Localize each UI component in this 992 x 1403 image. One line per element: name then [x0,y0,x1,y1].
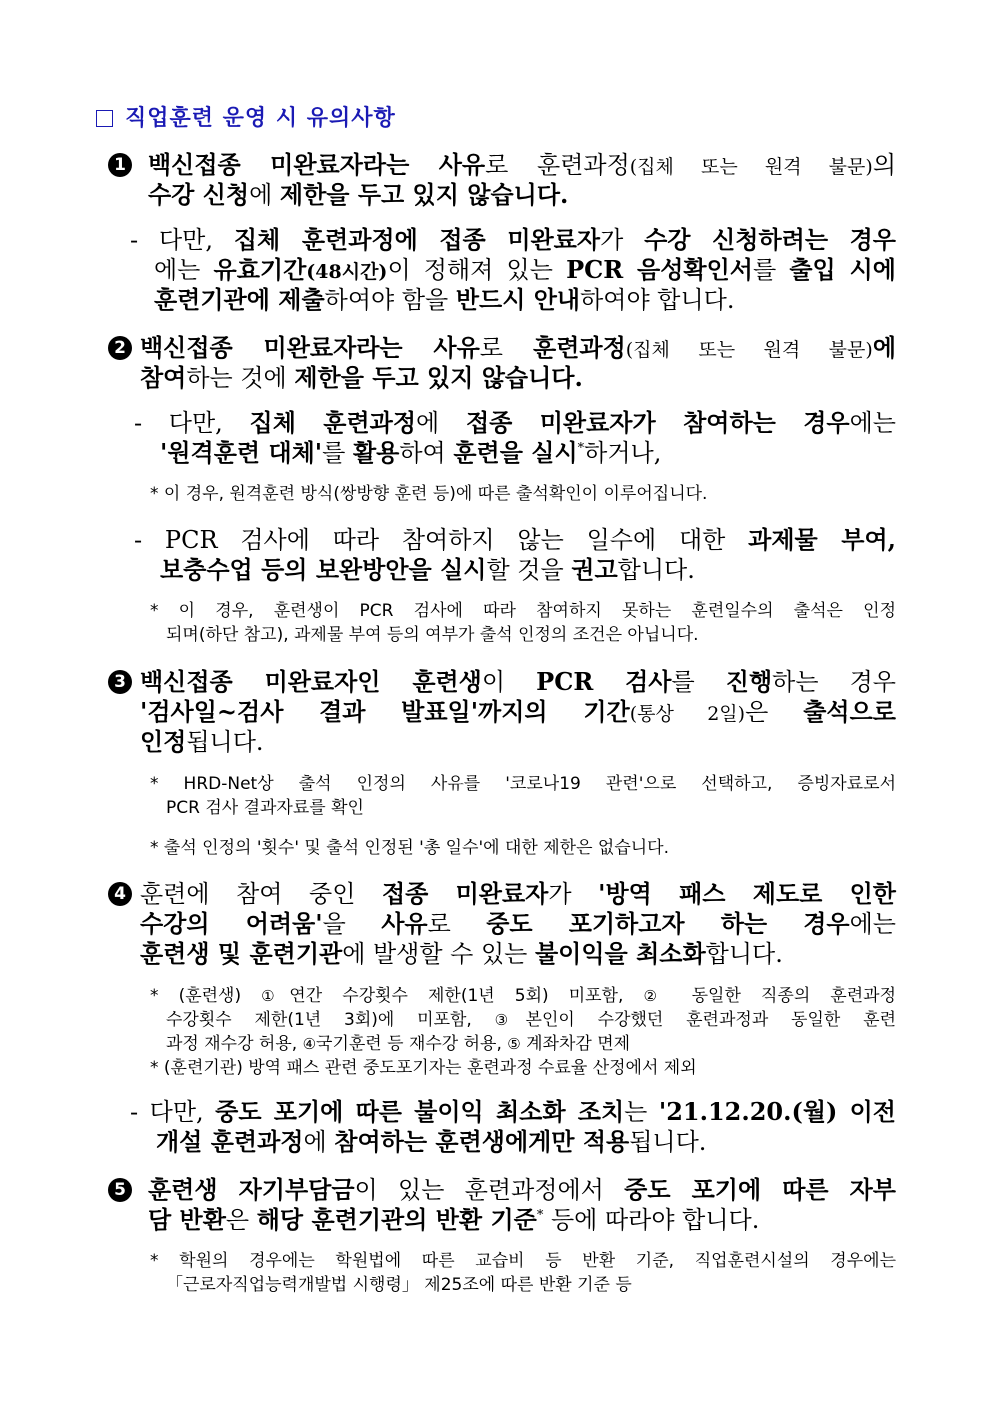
checkbox-square-icon [96,110,113,127]
item-3-line-3: 인정됩니다. [140,727,264,756]
item-2-note-2-line-2: 되며(하단 참고), 과제물 부여 등의 여부가 출석 인정의 조건은 아닙니다. [166,625,699,645]
item-2-dash2-line-1: - PCR 검사에 따라 참여하지 않는 일수에 대한 과제물 부여, [134,525,896,554]
item-4-line-3: 훈련생 및 훈련기관에 발생할 수 있는 불이익을 최소화합니다. [140,939,783,968]
item-1-dash-line-2: 에는 유효기간(48시간)이 정해져 있는 PCR 음성확인서를 출입 시에 [154,255,896,284]
item-5-note-line-1: * 학원의 경우에는 학원법에 따른 교습비 등 반환 기준, 직업훈련시설의 경우에는 [150,1251,896,1271]
item-4-dash-line-2: 개설 훈련과정에 참여하는 훈련생에게만 적용됩니다. [156,1127,707,1156]
item-2-note-1: * 이 경우, 원격훈련 방식(쌍방향 훈련 등)에 따른 출석확인이 이루어집니다. [150,484,708,504]
item-5-line-2: 담 반환은 해당 훈련기관의 반환 기준* 등에 따라야 합니다. [148,1205,760,1234]
item-4-note-line-1: * (훈련생) ①연간 수강횟수 제한(1년 5회) 미포함, ② 동일한 직종의 훈련과정 [150,986,896,1006]
item-2-line-2: 참여하는 것에 제한을 두고 있지 않습니다. [140,363,583,392]
item-1-marker: 1 [108,153,132,177]
item-5-marker: 5 [108,1178,132,1202]
item-4-note-line-2: 수강횟수 제한(1년 3회)에 미포함, ③본인이 수강했던 훈련과정과 동일한 훈련 [166,1010,896,1030]
item-4-line-2: 수강의 어려움'을 사유로 중도 포기하고자 하는 경우에는 [140,909,896,938]
item-2-marker: 2 [108,336,132,360]
item-3-note-1-line-2: PCR 검사 결과자료를 확인 [166,798,364,818]
item-2-line-1: 백신접종 미완료자라는 사유로 훈련과정(집체 또는 원격 불문)에 [140,333,896,362]
item-1-line-2: 수강 신청에 제한을 두고 있지 않습니다. [148,180,569,209]
item-3-line-2: '검사일~검사 결과 발표일'까지의 기간(통상 2일)은 출석으로 [140,697,896,726]
item-2-dash1-line-1: - 다만, 집체 훈련과정에 접종 미완료자가 참여하는 경우에는 [134,408,896,437]
item-3-line-1: 백신접종 미완료자인 훈련생이 PCR 검사를 진행하는 경우 [140,667,896,696]
item-4-note-line-3: 과정 재수강 허용, ④국기훈련 등 재수강 허용, ⑤ 계좌차감 면제 [166,1034,631,1054]
item-1-line-1: 백신접종 미완료자라는 사유로 훈련과정(집체 또는 원격 불문)의 [148,150,896,179]
item-4-marker: 4 [108,882,132,906]
item-4-note-line-4: * (훈련기관) 방역 패스 관련 중도포기자는 훈련과정 수료율 산정에서 제외 [150,1058,697,1078]
item-2-dash2-line-2: 보충수업 등의 보완방안을 실시할 것을 권고합니다. [160,555,695,584]
item-3-note-1-line-1: * HRD-Net상 출석 인정의 사유를 '코로나19 관련'으로 선택하고, 증빙자료로서 [150,774,896,794]
section-heading: 직업훈련 운영 시 유의사항 [96,101,396,132]
item-5-line-1: 훈련생 자기부담금이 있는 훈련과정에서 중도 포기에 따른 자부 [148,1175,896,1204]
item-4-dash-line-1: - 다만, 중도 포기에 따른 불이익 최소화 조치는 '21.12.20.(월) 이전 [130,1097,896,1126]
item-3-note-2: * 출석 인정의 '횟수' 및 출석 인정된 '총 일수'에 대한 제한은 없습니다. [150,838,670,858]
item-2-note-2-line-1: * 이 경우, 훈련생이 PCR 검사에 따라 참여하지 못하는 훈련일수의 출석은 인정 [150,601,896,621]
item-5-note-line-2: 「근로자직업능력개발법 시행령」 제25조에 따른 반환 기준 등 [166,1275,632,1295]
item-2-dash1-line-2: '원격훈련 대체'를 활용하여 훈련을 실시*하거나, [160,438,662,467]
item-3-marker: 3 [108,670,132,694]
item-1-dash-line-3: 훈련기관에 제출하여야 함을 반드시 안내하여야 합니다. [154,285,735,314]
item-4-line-1: 훈련에 참여 중인 접종 미완료자가 '방역 패스 제도로 인한 [140,879,896,908]
item-1-dash-line-1: - 다만, 집체 훈련과정에 접종 미완료자가 수강 신청하려는 경우 [130,225,896,254]
